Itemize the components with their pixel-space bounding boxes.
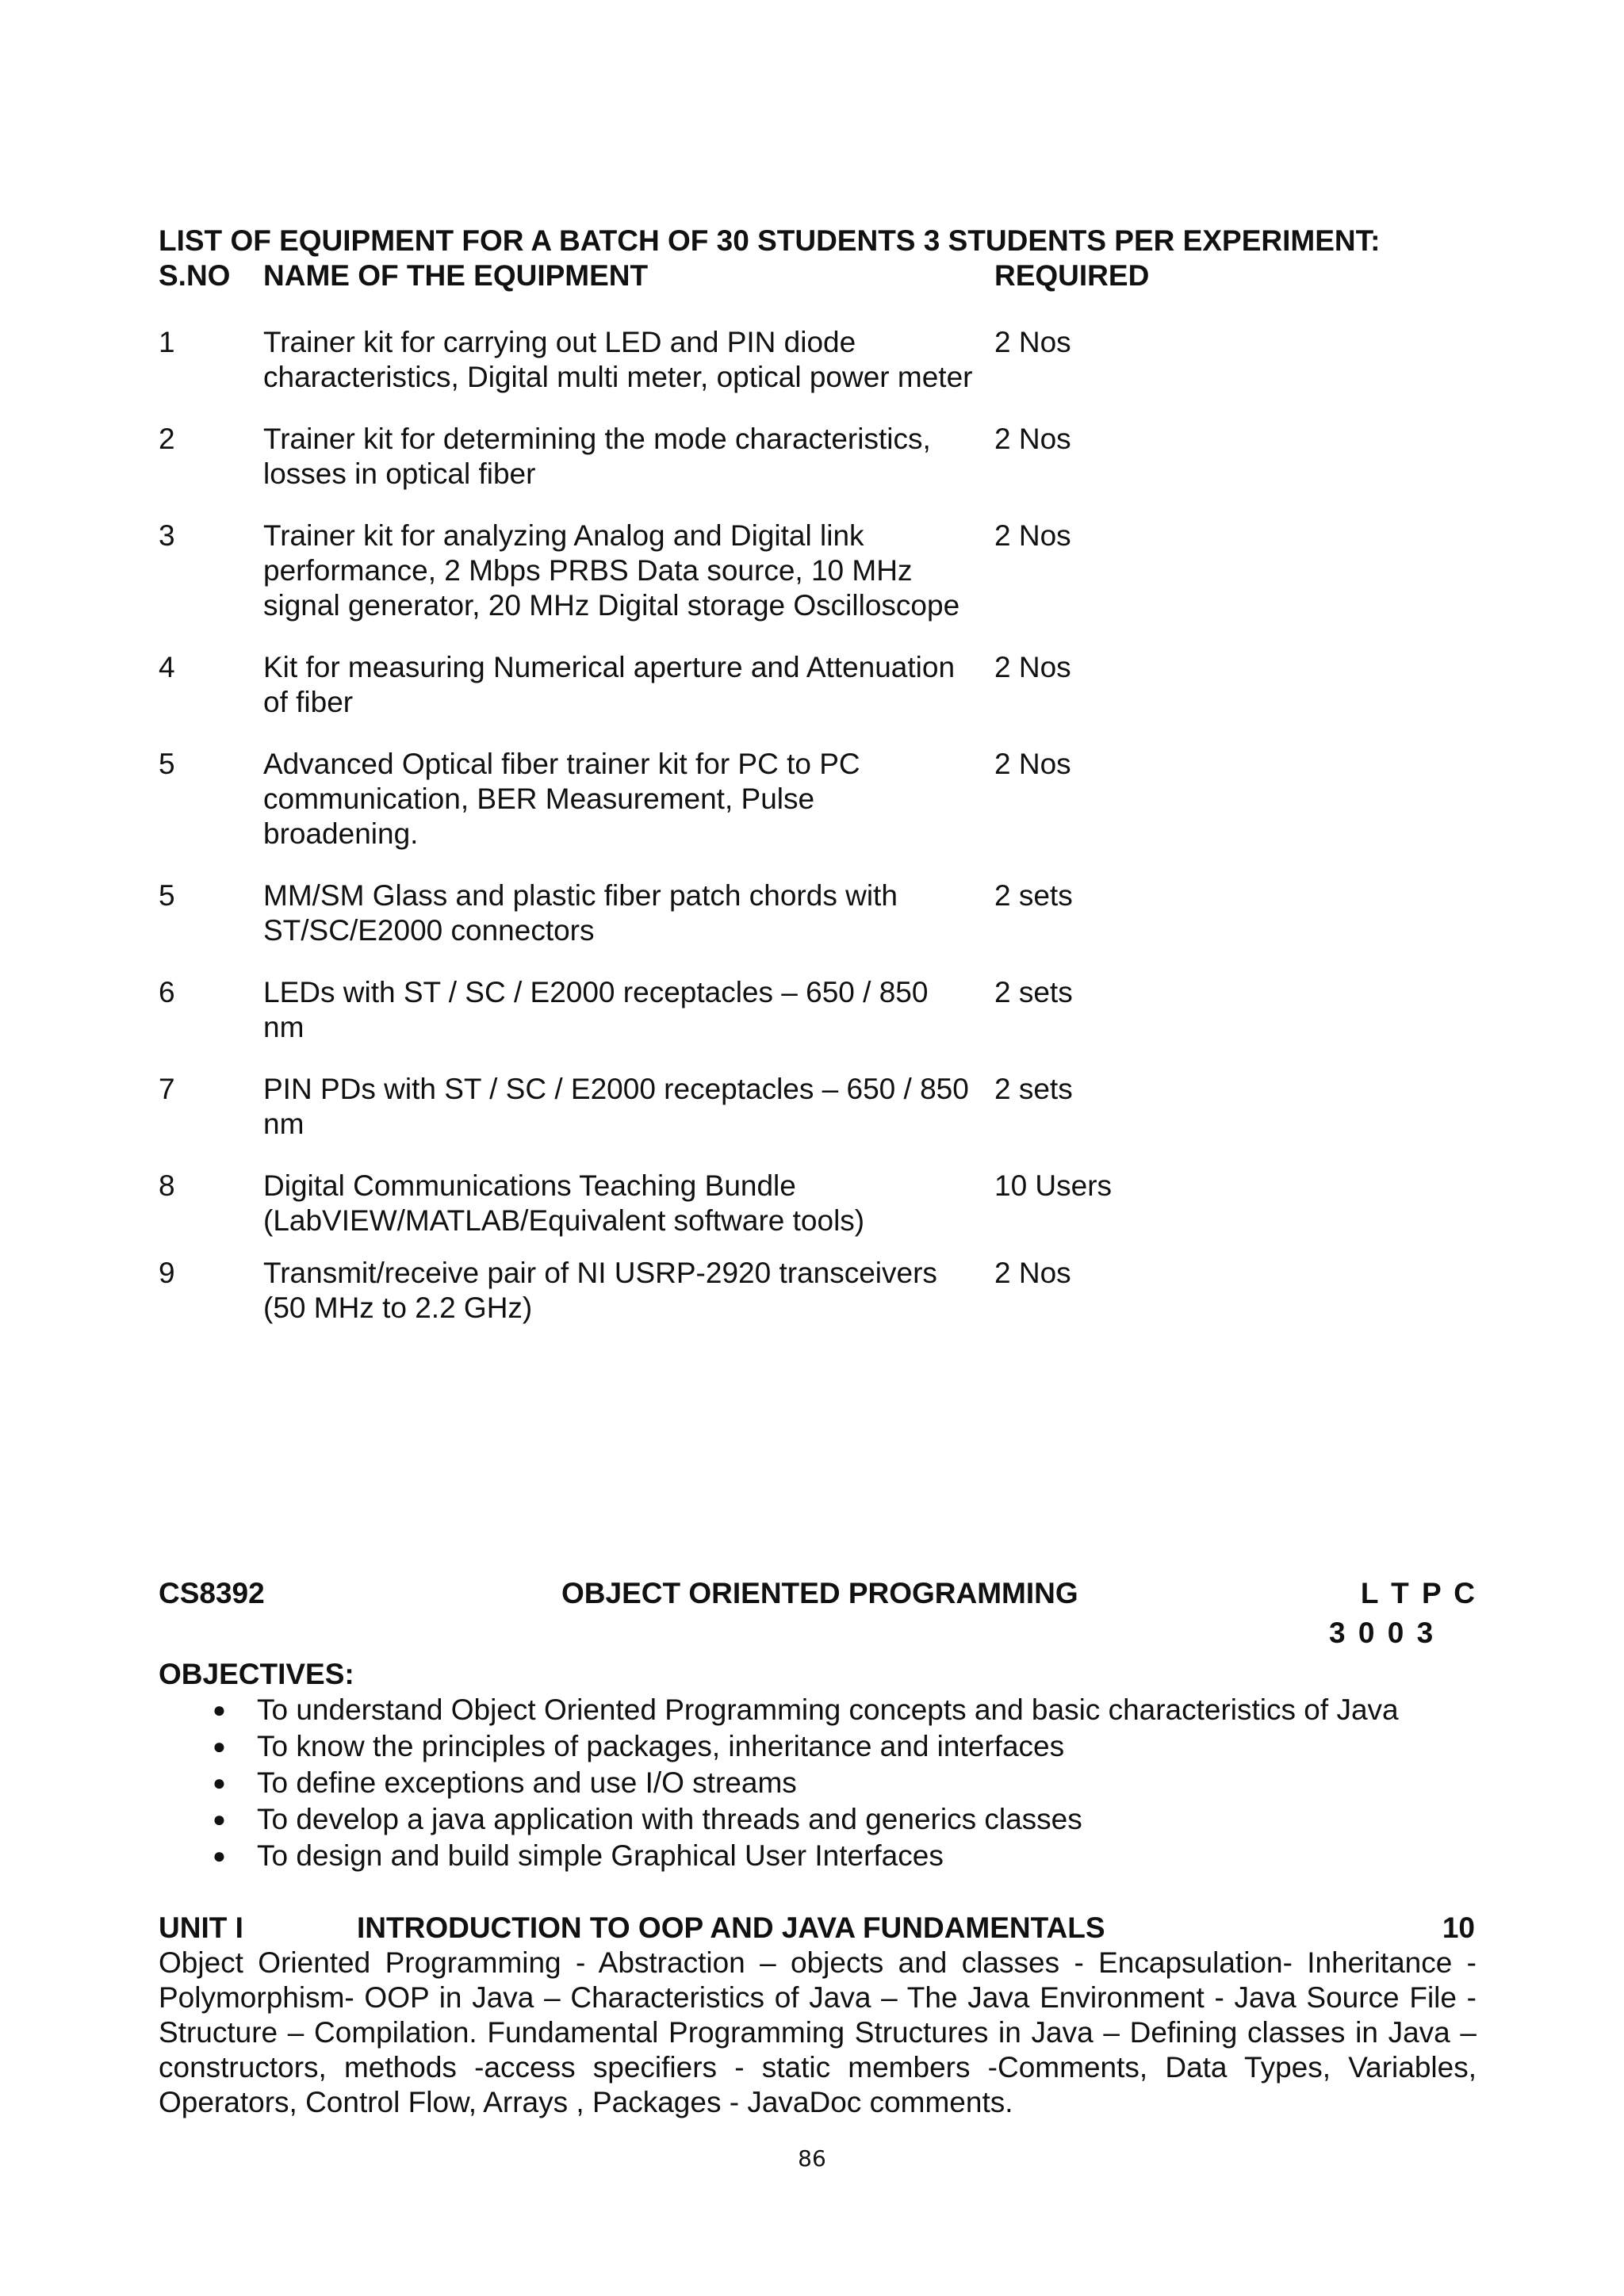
- row-required: 2 Nos: [994, 748, 1071, 780]
- objective-text: To know the principles of packages, inheritance and interfaces: [257, 1730, 1065, 1762]
- table-row: [159, 1256, 1507, 1326]
- list-item: [159, 1838, 1507, 1874]
- equipment-table: [159, 325, 1507, 1353]
- row-required: 2 sets: [994, 976, 1073, 1008]
- row-sno: 3: [159, 519, 175, 552]
- row-required: 2 Nos: [994, 1257, 1071, 1289]
- row-required: 2 Nos: [994, 651, 1071, 683]
- list-item: [159, 1765, 1507, 1801]
- table-row: [159, 422, 1507, 492]
- row-required: 10 Users: [994, 1169, 1113, 1202]
- unit-header: [159, 1911, 1475, 1946]
- row-sno: 4: [159, 651, 175, 683]
- ltpc-label: L T P C: [1360, 1577, 1475, 1609]
- course-title: OBJECT ORIENTED PROGRAMMING: [561, 1577, 1078, 1609]
- table-row: [159, 1169, 1507, 1238]
- row-equipment-name: Transmit/receive pair of NI USRP-2920 transceivers (50 MHz to 2.2 GHz): [263, 1257, 937, 1324]
- bullet-icon: ●: [213, 1807, 226, 1831]
- list-item: [159, 1728, 1507, 1765]
- objectives-list: [159, 1692, 1507, 1874]
- row-required: 2 Nos: [994, 519, 1071, 552]
- row-required: 2 Nos: [994, 423, 1071, 455]
- row-equipment-name: PIN PDs with ST / SC / E2000 receptacles – 650 / 850 nm: [263, 1073, 969, 1140]
- list-item: [159, 1801, 1507, 1838]
- objective-text: To understand Object Oriented Programming concepts and basic characteristics of Java: [257, 1693, 1399, 1726]
- table-row: [159, 519, 1507, 623]
- row-equipment-name: Digital Communications Teaching Bundle (LabVIEW/MATLAB/Equivalent software tools): [263, 1169, 865, 1237]
- row-required: 2 Nos: [994, 326, 1071, 358]
- row-equipment-name: LEDs with ST / SC / E2000 receptacles – 650 / 850 nm: [263, 976, 929, 1043]
- row-sno: 8: [159, 1169, 175, 1202]
- table-row: [159, 650, 1507, 720]
- table-row: [159, 747, 1507, 851]
- course-header: [159, 1576, 1475, 1611]
- row-equipment-name: Trainer kit for determining the mode characteristics, losses in optical fiber: [263, 423, 931, 490]
- row-required: 2 sets: [994, 1073, 1073, 1105]
- row-sno: 1: [159, 326, 175, 358]
- unit-body-text: Object Oriented Programming - Abstraction – objects and classes - Encapsulation- Inheritance - Polymorphism- OOP in Java – Characteristics of Java – The Java Environment - Java Source File -Structure – Compilation. Fundamental Programming Structures in Java – Defining classes in Java – constructors, methods -access specifiers - static members -Comments, Data Types, Variables, Operators, Control Flow, Arrays , Packages - JavaDoc comments.: [159, 1946, 1477, 2118]
- course-code: CS8392: [159, 1577, 265, 1609]
- row-sno: 9: [159, 1257, 175, 1289]
- bullet-icon: ●: [213, 1697, 226, 1722]
- objective-text: To design and build simple Graphical User Interfaces: [257, 1839, 944, 1872]
- row-required: 2 sets: [994, 879, 1073, 912]
- row-sno: 2: [159, 423, 175, 455]
- table-row: [159, 1072, 1507, 1142]
- unit-title: INTRODUCTION TO OOP AND JAVA FUNDAMENTALS: [357, 1911, 1105, 1944]
- row-equipment-name: Trainer kit for carrying out LED and PIN diode characteristics, Digital multi meter, optical power meter: [263, 326, 973, 393]
- row-equipment-name: Trainer kit for analyzing Analog and Digital link performance, 2 Mbps PRBS Data source, 10 MHz signal generator, 20 MHz Digital storage Oscilloscope: [263, 519, 960, 622]
- header-sno: S.NO: [159, 259, 231, 292]
- row-sno: 7: [159, 1073, 175, 1105]
- table-row: [159, 975, 1507, 1045]
- objective-text: To develop a java application with threads and generics classes: [257, 1803, 1082, 1835]
- bullet-icon: ●: [213, 1734, 226, 1758]
- row-equipment-name: Advanced Optical fiber trainer kit for PC to PC communication, BER Measurement, Pulse broadening.: [263, 748, 860, 850]
- table-row: [159, 325, 1507, 395]
- equipment-list-title: LIST OF EQUIPMENT FOR A BATCH OF 30 STUDENTS 3 STUDENTS PER EXPERIMENT:: [159, 224, 1381, 257]
- row-sno: 6: [159, 976, 175, 1008]
- course-credits: 3 0 0 3: [1329, 1617, 1434, 1649]
- equipment-table-header: [159, 258, 1507, 293]
- objectives-title: OBJECTIVES:: [159, 1658, 354, 1690]
- bullet-icon: ●: [213, 1770, 226, 1795]
- table-row: [159, 878, 1507, 948]
- row-sno: 5: [159, 748, 175, 780]
- unit-hours: 10: [1442, 1911, 1475, 1944]
- bullet-icon: ●: [213, 1843, 226, 1868]
- objective-text: To define exceptions and use I/O streams: [257, 1766, 797, 1799]
- header-required: REQUIRED: [994, 259, 1150, 292]
- row-equipment-name: MM/SM Glass and plastic fiber patch chords with ST/SC/E2000 connectors: [263, 879, 898, 947]
- page-number: 86: [798, 2145, 826, 2172]
- list-item: [159, 1692, 1507, 1728]
- header-equipment-name: NAME OF THE EQUIPMENT: [263, 259, 649, 292]
- row-equipment-name: Kit for measuring Numerical aperture and Attenuation of fiber: [263, 651, 956, 718]
- unit-label: UNIT I: [159, 1911, 243, 1944]
- row-sno: 5: [159, 879, 175, 912]
